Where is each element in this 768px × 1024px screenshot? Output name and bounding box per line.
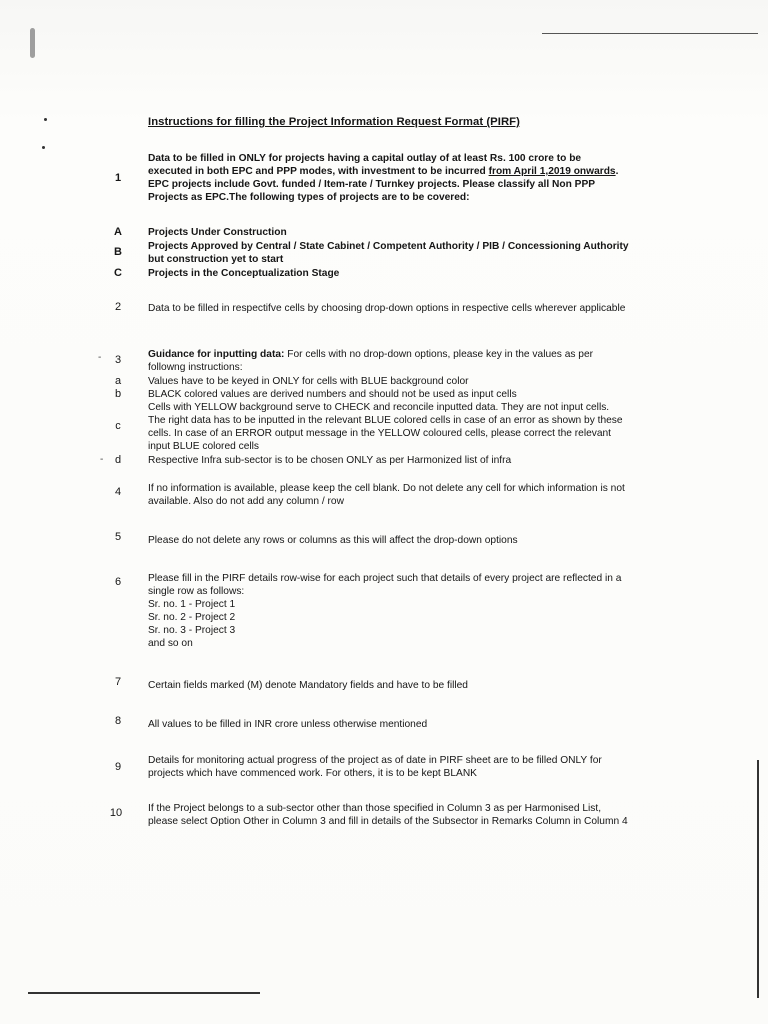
item-text: Respective Infra sub-sector is to be chosen ONLY as per Harmonized list of infra <box>148 455 512 466</box>
item-line: The right data has to be inputted in the relevant BLUE colored cells in case of an error as shown by these <box>148 415 623 426</box>
scan-smudge-top-left <box>30 28 35 58</box>
item-letter: A <box>114 226 122 238</box>
item-text: Please do not delete any rows or columns as this will affect the drop-down options <box>148 535 518 546</box>
item-line: single row as follows: <box>148 586 245 597</box>
page-title: Instructions for filling the Project Information Request Format (PIRF) <box>148 116 520 128</box>
item-line <box>148 165 683 178</box>
item-text: BLACK colored values are derived numbers and should not be used as input cells <box>148 389 517 400</box>
scan-dot-1 <box>44 118 47 121</box>
item-text: All values to be filled in INR crore unless otherwise mentioned <box>148 719 428 730</box>
item-letter: B <box>114 246 122 258</box>
item-number: 1 <box>114 172 122 184</box>
scan-line-right-edge <box>757 760 759 998</box>
item-number: 7 <box>114 676 122 688</box>
item-text: Projects in the Conceptualization Stage <box>148 268 340 279</box>
item-line <box>148 348 683 361</box>
date-underlined: from April 1,2019 onwards <box>488 166 616 177</box>
item-number: 10 <box>109 807 123 819</box>
item-text: Data to be filled in respectifve cells by choosing drop-down options in respective cells wherever applicable <box>148 303 626 314</box>
item-line: Projects Approved by Central / State Cabinet / Competent Authority / PIB / Concessioning Authority <box>148 241 629 252</box>
item-number: 3 <box>114 354 122 366</box>
scan-dot-2 <box>42 146 45 149</box>
item-text: Certain fields marked (M) denote Mandatory fields and have to be filled <box>148 680 468 691</box>
item-line: Please fill in the PIRF details row-wise for each project such that details of every project are reflected in a <box>148 573 622 584</box>
item-line-part: . <box>615 166 619 177</box>
item-text <box>148 482 683 508</box>
guidance-heading: Guidance for inputting data: <box>148 349 285 360</box>
item-text <box>148 348 683 374</box>
item-line: but construction yet to start <box>148 254 284 265</box>
item-line: projects which have commenced work. For others, it is to be kept BLANK <box>148 768 477 779</box>
item-line-part: executed in both EPC and PPP modes, with investment to be incurred <box>148 166 489 177</box>
item-text: Values have to be keyed in ONLY for cells with BLUE background color <box>148 376 469 387</box>
scan-line-bottom-left <box>28 992 260 994</box>
item-line: Sr. no. 3 - Project 3 <box>148 625 236 636</box>
item-line: EPC projects include Govt. funded / Item-rate / Turnkey projects. Please classify all Non PPP <box>148 179 596 190</box>
item-line: Details for monitoring actual progress of the project as of date in PIRF sheet are to be filled ONLY for <box>148 755 602 766</box>
item-text: Projects Under Construction <box>148 227 287 238</box>
item-line: Sr. no. 1 - Project 1 <box>148 599 236 610</box>
item-line: Projects as EPC.The following types of projects are to be covered: <box>148 192 470 203</box>
item-text <box>148 802 683 828</box>
item-letter: c <box>115 420 121 432</box>
item-number: 5 <box>114 531 122 543</box>
item-line: please select Option Other in Column 3 and fill in details of the Subsector in Remarks Column in Column 4 <box>148 816 628 827</box>
item-letter: a <box>114 375 122 387</box>
item-text <box>148 572 683 650</box>
item-line: If the Project belongs to a sub-sector other than those specified in Column 3 as per Harmonised List, <box>148 803 602 814</box>
item-line: Sr. no. 2 - Project 2 <box>148 612 236 623</box>
item-letter: b <box>114 388 122 400</box>
item-number: 9 <box>114 761 122 773</box>
item-line: Data to be filled in ONLY for projects having a capital outlay of at least Rs. 100 crore to be <box>148 153 582 164</box>
item-text <box>148 754 683 780</box>
margin-dash: - <box>98 352 102 363</box>
item-number: 6 <box>114 576 122 588</box>
item-number: 8 <box>114 715 122 727</box>
item-text <box>148 240 683 266</box>
item-text <box>148 401 683 453</box>
item-number: 4 <box>114 486 122 498</box>
item-text <box>148 152 683 204</box>
item-line: and so on <box>148 638 193 649</box>
item-line: cells. In case of an ERROR output message in the YELLOW coloured cells, please correct the relevant <box>148 428 612 439</box>
item-line: input BLUE colored cells <box>148 441 259 452</box>
item-line: followng instructions: <box>148 362 243 373</box>
item-line: available. Also do not add any column / row <box>148 496 344 507</box>
item-line: If no information is available, please keep the cell blank. Do not delete any cell for which information is not <box>148 483 625 494</box>
item-line: Cells with YELLOW background serve to CHECK and reconcile inputted data. They are not input cells. <box>148 402 610 413</box>
margin-dash: - <box>100 454 104 465</box>
item-number: 2 <box>114 301 122 313</box>
item-line-part: For cells with no drop-down options, please key in the values as per <box>284 349 594 360</box>
scan-line-top-right <box>542 33 758 34</box>
item-letter: C <box>114 267 122 279</box>
item-letter: d <box>114 454 122 466</box>
